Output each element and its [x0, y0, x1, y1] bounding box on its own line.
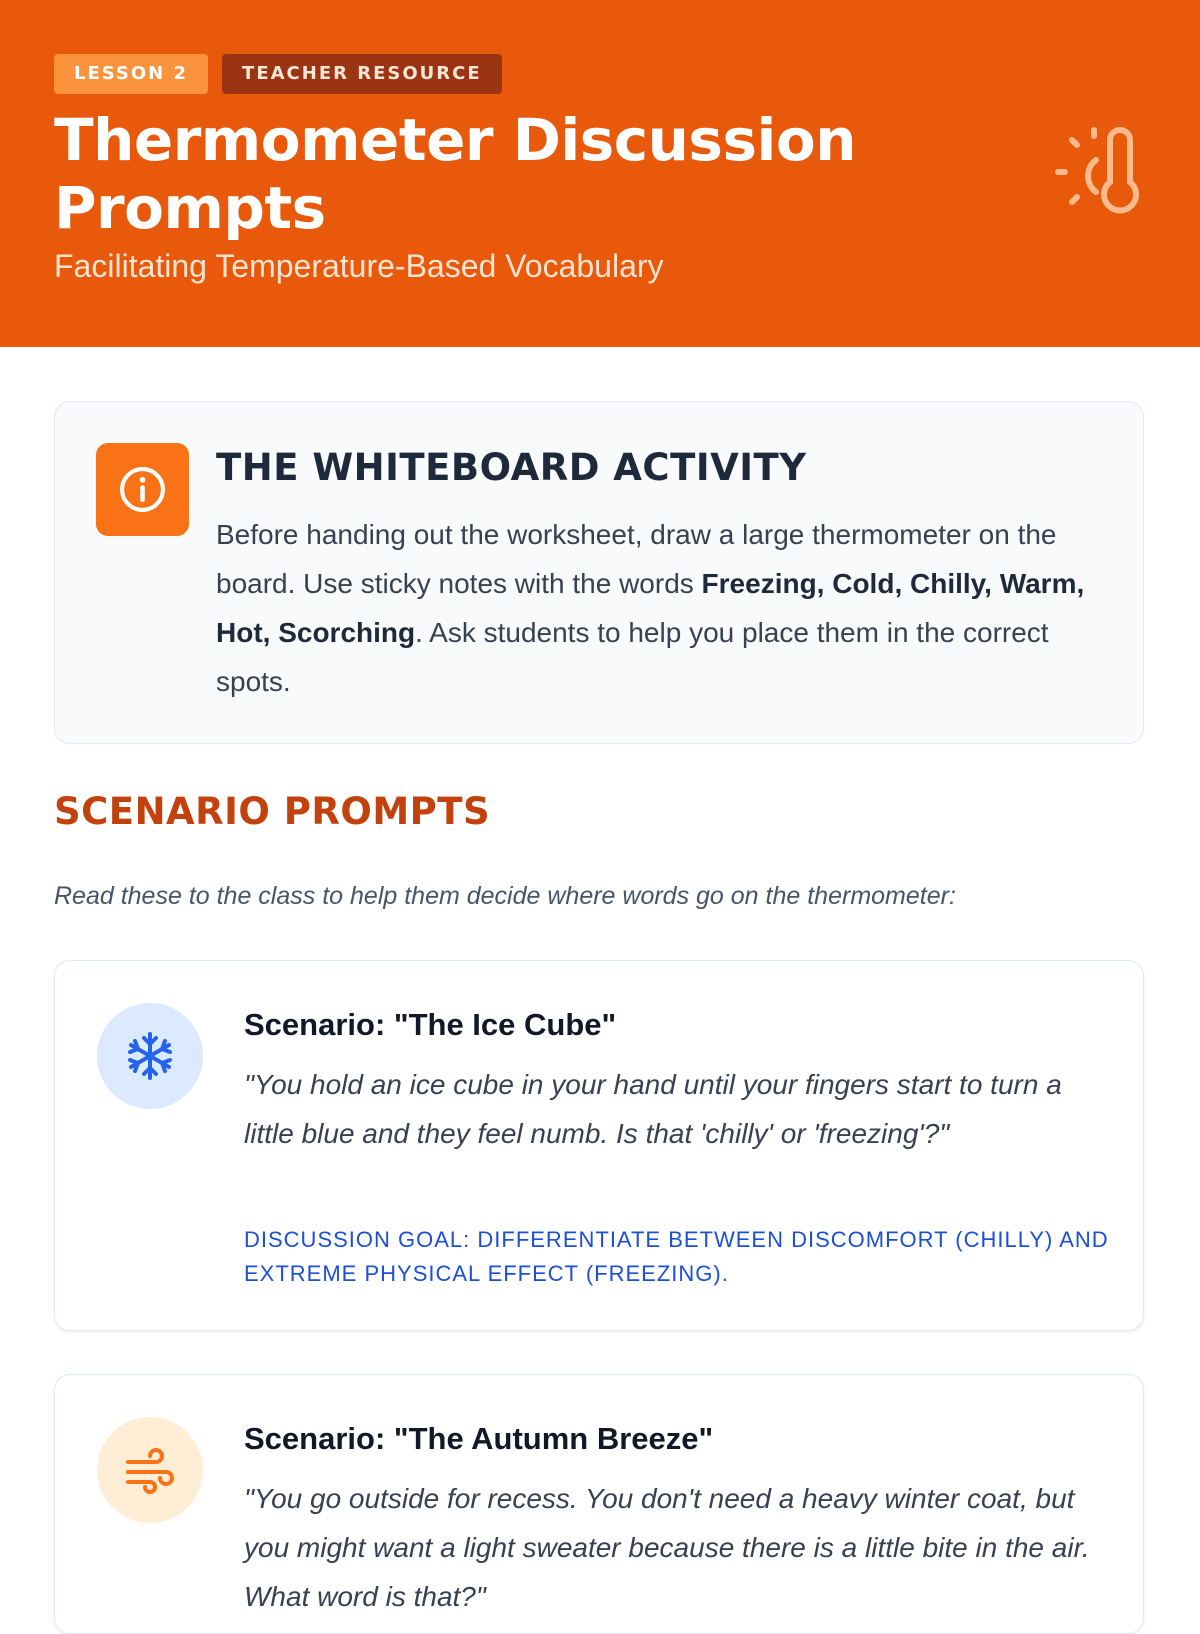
scenario-card-autumn-breeze	[54, 1374, 1144, 1634]
scenario-quote: "You go outside for recess. You don't need a heavy winter coat, but you might want a light sweater because there is a little bite in the air. What word is that?"	[244, 1483, 1090, 1612]
info-icon	[96, 443, 189, 536]
page-subtitle: Facilitating Temperature-Based Vocabulary	[54, 248, 664, 284]
scenario-title: Scenario: "The Ice Cube"	[244, 1007, 617, 1042]
scenario-prompts-intro: Read these to the class to help them decide where words go on the thermometer:	[54, 882, 956, 910]
whiteboard-title: THE WHITEBOARD ACTIVITY	[216, 446, 807, 489]
wind-icon	[97, 1417, 203, 1523]
scenario-card-ice-cube	[54, 960, 1144, 1331]
header-banner	[0, 0, 1200, 347]
discussion-goal: DISCUSSION GOAL: DIFFERENTIATE BETWEEN DISCOMFORT (CHILLY) AND EXTREME PHYSICAL EFFECT (FREEZING).	[244, 1227, 1109, 1286]
snowflake-icon	[97, 1003, 203, 1109]
teacher-resource-badge: TEACHER RESOURCE	[222, 54, 502, 94]
whiteboard-text-end: . Ask students to help you place them in the correct spots.	[216, 617, 1049, 697]
scenario-prompts-heading: SCENARIO PROMPTS	[54, 790, 491, 833]
vocabulary-words: Freezing, Cold, Chilly, Warm, Hot, Scorching	[216, 568, 1085, 648]
thermometer-sun-icon	[1052, 124, 1148, 220]
lesson-badge: LESSON 2	[54, 54, 208, 94]
scenario-title: Scenario: "The Autumn Breeze"	[244, 1421, 714, 1456]
whiteboard-instructions	[216, 510, 1111, 706]
badge-row	[54, 54, 502, 94]
whiteboard-activity-box	[54, 401, 1144, 744]
scenario-quote: "You hold an ice cube in your hand until your fingers start to turn a little blue and they feel numb. Is that 'chilly' or 'freezing'?"	[244, 1069, 1062, 1149]
whiteboard-text-start: Before handing out the worksheet, draw a large thermometer on the board. Use sticky notes with the words	[216, 519, 1057, 599]
page-title: Thermometer Discussion Prompts	[54, 106, 856, 242]
